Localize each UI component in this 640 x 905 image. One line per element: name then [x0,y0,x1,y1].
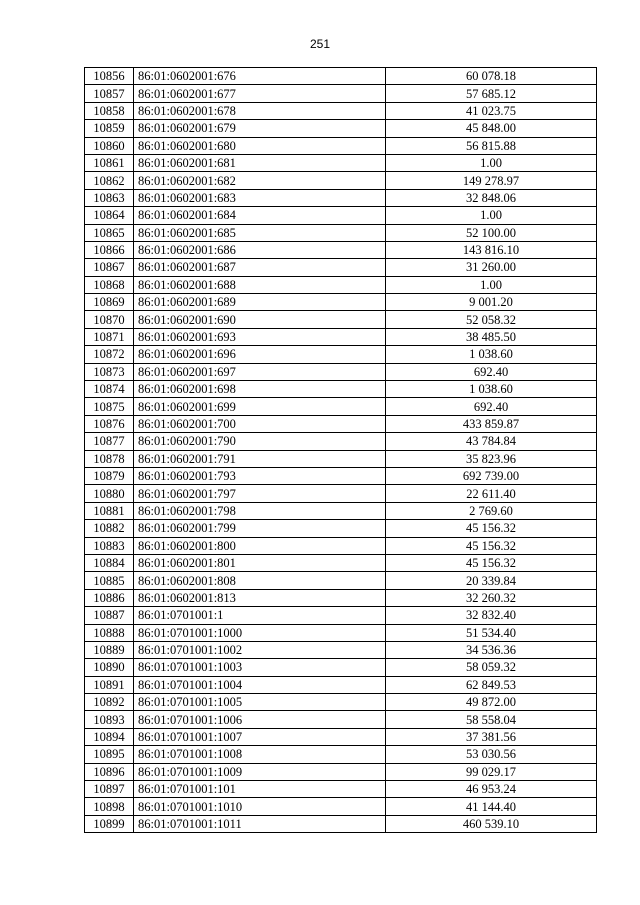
row-number: 10869 [85,294,134,311]
row-number: 10864 [85,207,134,224]
table-row [85,467,597,484]
table-row [85,676,597,693]
row-number: 10879 [85,467,134,484]
cadastral-number: 86:01:0602001:685 [134,224,386,241]
cadastral-number: 86:01:0602001:799 [134,520,386,537]
table-row [85,433,597,450]
cadastral-value: 60 078.18 [386,68,597,85]
row-number: 10873 [85,363,134,380]
table-row [85,711,597,728]
row-number: 10892 [85,694,134,711]
cadastral-number: 86:01:0602001:793 [134,467,386,484]
table-row [85,415,597,432]
page-number: 251 [309,37,331,51]
table-row [85,381,597,398]
table-row [85,346,597,363]
row-number: 10865 [85,224,134,241]
row-number: 10867 [85,259,134,276]
table-row [85,120,597,137]
cadastral-number: 86:01:0602001:698 [134,381,386,398]
row-number: 10860 [85,137,134,154]
cadastral-value: 22 611.40 [386,485,597,502]
cadastral-number: 86:01:0701001:1000 [134,624,386,641]
cadastral-number: 86:01:0602001:798 [134,502,386,519]
table-row [85,659,597,676]
row-number: 10868 [85,276,134,293]
cadastral-number: 86:01:0602001:686 [134,241,386,258]
cadastral-value: 53 030.56 [386,746,597,763]
cadastral-value: 51 534.40 [386,624,597,641]
table-row [85,815,597,832]
row-number: 10881 [85,502,134,519]
row-number: 10884 [85,554,134,571]
table-row [85,102,597,119]
cadastral-number: 86:01:0701001:101 [134,781,386,798]
cadastral-value: 1.00 [386,276,597,293]
cadastral-number: 86:01:0602001:700 [134,415,386,432]
table-row [85,68,597,85]
cadastral-number: 86:01:0701001:1009 [134,763,386,780]
table-row [85,154,597,171]
table-row [85,589,597,606]
cadastral-number: 86:01:0602001:682 [134,172,386,189]
cadastral-number: 86:01:0602001:680 [134,137,386,154]
cadastral-value: 37 381.56 [386,728,597,745]
cadastral-number: 86:01:0602001:688 [134,276,386,293]
row-number: 10859 [85,120,134,137]
row-number: 10894 [85,728,134,745]
cadastral-number: 86:01:0602001:697 [134,363,386,380]
table-row [85,450,597,467]
table-row [85,781,597,798]
row-number: 10872 [85,346,134,363]
table-row [85,798,597,815]
cadastral-value: 20 339.84 [386,572,597,589]
cadastral-value: 692.40 [386,398,597,415]
table-row [85,172,597,189]
cadastral-table [84,67,597,833]
cadastral-value: 99 029.17 [386,763,597,780]
row-number: 10885 [85,572,134,589]
row-number: 10893 [85,711,134,728]
cadastral-value: 52 058.32 [386,311,597,328]
cadastral-value: 49 872.00 [386,694,597,711]
table-row [85,641,597,658]
table-row [85,276,597,293]
cadastral-number: 86:01:0602001:679 [134,120,386,137]
cadastral-value: 35 823.96 [386,450,597,467]
cadastral-number: 86:01:0701001:1004 [134,676,386,693]
cadastral-number: 86:01:0602001:797 [134,485,386,502]
cadastral-value: 58 059.32 [386,659,597,676]
row-number: 10898 [85,798,134,815]
cadastral-number: 86:01:0602001:801 [134,554,386,571]
cadastral-number: 86:01:0602001:683 [134,189,386,206]
cadastral-number: 86:01:0602001:690 [134,311,386,328]
cadastral-value: 45 848.00 [386,120,597,137]
row-number: 10888 [85,624,134,641]
table-row [85,189,597,206]
cadastral-value: 56 815.88 [386,137,597,154]
table-row [85,502,597,519]
row-number: 10882 [85,520,134,537]
table-row [85,363,597,380]
cadastral-number: 86:01:0602001:696 [134,346,386,363]
row-number: 10895 [85,746,134,763]
table-row [85,398,597,415]
cadastral-number: 86:01:0701001:1003 [134,659,386,676]
cadastral-number: 86:01:0701001:1002 [134,641,386,658]
cadastral-number: 86:01:0602001:689 [134,294,386,311]
table-body [85,68,597,833]
table-row [85,746,597,763]
cadastral-number: 86:01:0602001:684 [134,207,386,224]
row-number: 10874 [85,381,134,398]
cadastral-number: 86:01:0701001:1006 [134,711,386,728]
cadastral-value: 149 278.97 [386,172,597,189]
cadastral-number: 86:01:0602001:790 [134,433,386,450]
cadastral-number: 86:01:0602001:800 [134,537,386,554]
cadastral-value: 45 156.32 [386,554,597,571]
row-number: 10863 [85,189,134,206]
cadastral-value: 34 536.36 [386,641,597,658]
row-number: 10876 [85,415,134,432]
cadastral-number: 86:01:0602001:808 [134,572,386,589]
cadastral-value: 1 038.60 [386,381,597,398]
cadastral-value: 43 784.84 [386,433,597,450]
cadastral-value: 57 685.12 [386,85,597,102]
table-row [85,572,597,589]
cadastral-number: 86:01:0602001:687 [134,259,386,276]
table-row [85,241,597,258]
cadastral-number: 86:01:0701001:1007 [134,728,386,745]
cadastral-number: 86:01:0602001:677 [134,85,386,102]
cadastral-value: 58 558.04 [386,711,597,728]
cadastral-value: 692.40 [386,363,597,380]
cadastral-value: 38 485.50 [386,328,597,345]
cadastral-number: 86:01:0602001:699 [134,398,386,415]
cadastral-value: 143 816.10 [386,241,597,258]
row-number: 10883 [85,537,134,554]
table-row [85,137,597,154]
cadastral-number: 86:01:0701001:1008 [134,746,386,763]
row-number: 10861 [85,154,134,171]
cadastral-value: 41 023.75 [386,102,597,119]
row-number: 10889 [85,641,134,658]
table-row [85,328,597,345]
cadastral-value: 32 832.40 [386,607,597,624]
cadastral-value: 1.00 [386,154,597,171]
row-number: 10891 [85,676,134,693]
cadastral-number: 86:01:0602001:693 [134,328,386,345]
cadastral-value: 45 156.32 [386,520,597,537]
table-row [85,763,597,780]
row-number: 10896 [85,763,134,780]
cadastral-value: 9 001.20 [386,294,597,311]
row-number: 10878 [85,450,134,467]
table-row [85,224,597,241]
table-row [85,624,597,641]
cadastral-value: 46 953.24 [386,781,597,798]
row-number: 10887 [85,607,134,624]
cadastral-value: 433 859.87 [386,415,597,432]
table-row [85,607,597,624]
table-row [85,728,597,745]
row-number: 10866 [85,241,134,258]
row-number: 10858 [85,102,134,119]
row-number: 10886 [85,589,134,606]
row-number: 10870 [85,311,134,328]
cadastral-value: 52 100.00 [386,224,597,241]
table-row [85,485,597,502]
row-number: 10899 [85,815,134,832]
table-row [85,694,597,711]
table-row [85,537,597,554]
cadastral-value: 32 260.32 [386,589,597,606]
row-number: 10897 [85,781,134,798]
cadastral-value: 460 539.10 [386,815,597,832]
cadastral-value: 62 849.53 [386,676,597,693]
cadastral-number: 86:01:0602001:678 [134,102,386,119]
table-row [85,311,597,328]
cadastral-value: 31 260.00 [386,259,597,276]
cadastral-number: 86:01:0701001:1005 [134,694,386,711]
cadastral-number: 86:01:0701001:1 [134,607,386,624]
table-row [85,85,597,102]
cadastral-number: 86:01:0602001:813 [134,589,386,606]
cadastral-number: 86:01:0701001:1011 [134,815,386,832]
row-number: 10862 [85,172,134,189]
cadastral-number: 86:01:0602001:676 [134,68,386,85]
table-row [85,554,597,571]
cadastral-number: 86:01:0602001:681 [134,154,386,171]
table-row [85,207,597,224]
cadastral-value: 2 769.60 [386,502,597,519]
cadastral-value: 1 038.60 [386,346,597,363]
row-number: 10875 [85,398,134,415]
row-number: 10877 [85,433,134,450]
table-row [85,259,597,276]
row-number: 10857 [85,85,134,102]
cadastral-value: 41 144.40 [386,798,597,815]
table-row [85,520,597,537]
cadastral-value: 32 848.06 [386,189,597,206]
cadastral-number: 86:01:0602001:791 [134,450,386,467]
table-row [85,294,597,311]
cadastral-value: 45 156.32 [386,537,597,554]
cadastral-number: 86:01:0701001:1010 [134,798,386,815]
row-number: 10890 [85,659,134,676]
row-number: 10871 [85,328,134,345]
row-number: 10880 [85,485,134,502]
cadastral-value: 1.00 [386,207,597,224]
cadastral-value: 692 739.00 [386,467,597,484]
row-number: 10856 [85,68,134,85]
